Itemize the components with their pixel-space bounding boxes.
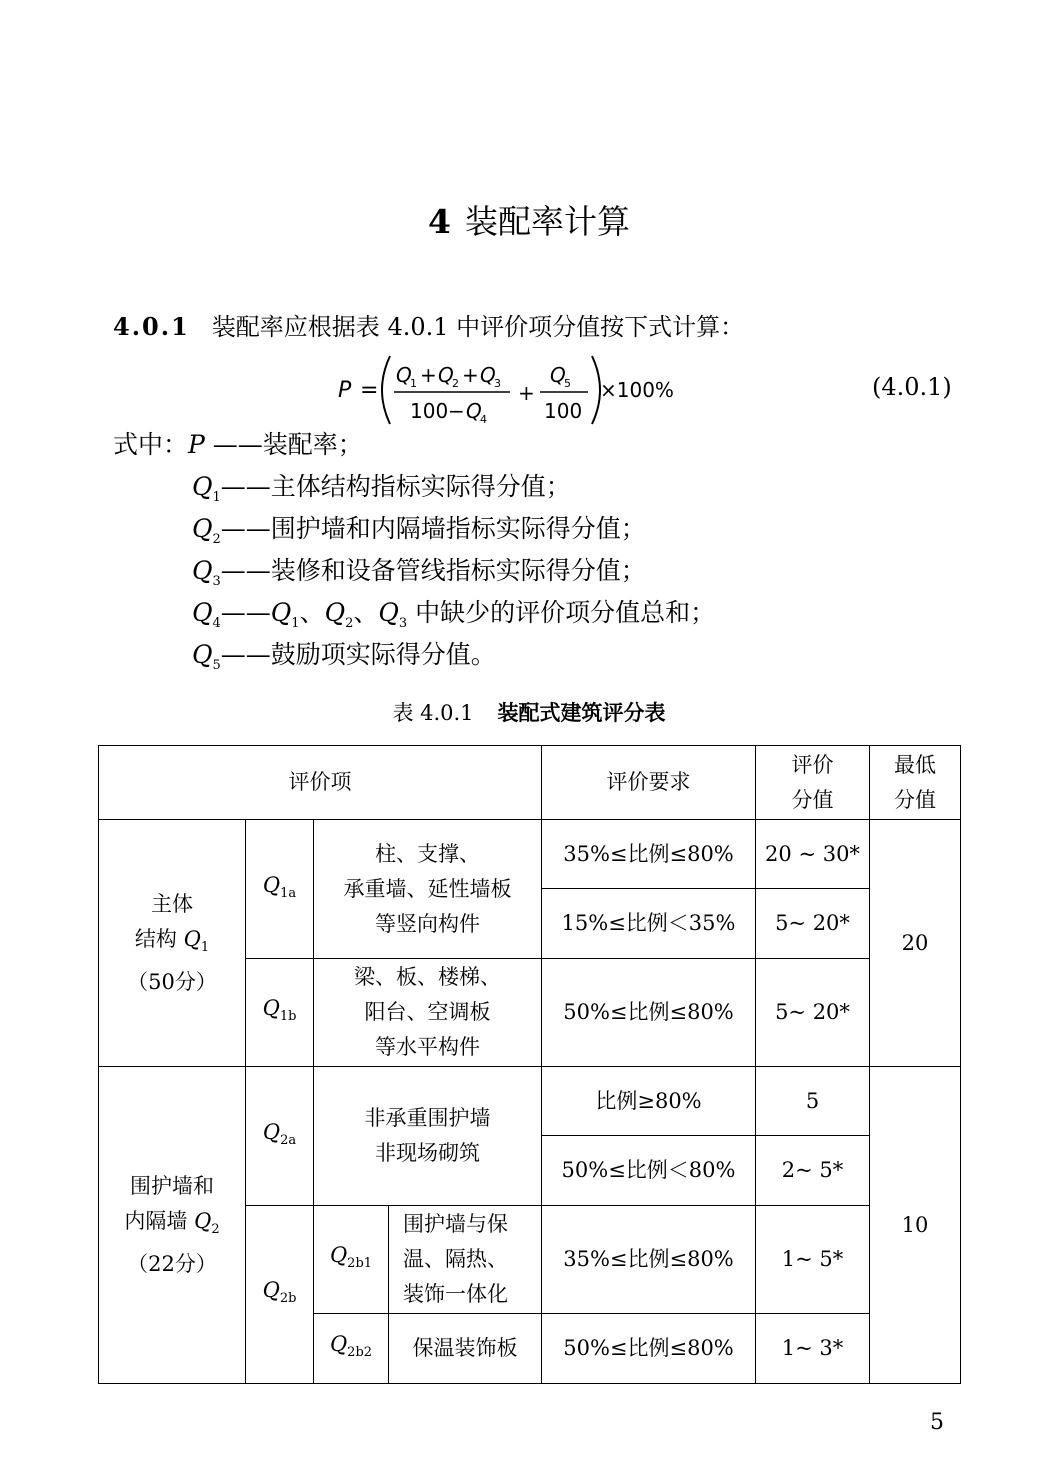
symbol-q4-c: Q [378,598,399,627]
q2b-symbol: Q [262,1278,280,1302]
q1a-symbol-sub: 1a [280,885,297,901]
definition-q1-text: ——主体结构指标实际得分值； [220,472,571,501]
q1b-desc-line2: 阳台、空调板 [364,1000,491,1024]
group2-min: 10 [870,1067,961,1384]
header-min-line1: 最低 [894,752,936,777]
q2a-req-1: 比例≥80% [542,1067,756,1136]
header-item: 评价项 [99,746,542,820]
table-caption-title: 装配式建筑评分表 [497,701,666,725]
q2b1-desc [389,1206,542,1314]
formula-n2: Q [438,363,454,387]
symbol-q2: Q [192,514,213,543]
definition-q4-dash: —— [220,598,271,627]
q2b2-code [314,1314,389,1384]
clause-number: 4.0.1 [113,312,190,341]
symbol-q4-a-sub: 1 [291,616,300,631]
formula-plus-1: + [420,363,437,387]
symbol-q1-sub: 1 [212,490,221,505]
chapter-number: 4 [428,202,451,241]
header-score-line1: 评价 [791,752,834,777]
q2a-score-1: 5 [756,1067,870,1136]
q1a-code [246,820,314,959]
table-row [99,1067,961,1136]
table-caption-number: 表 4.0.1 [392,701,474,725]
q1b-score: 5~ 20* [756,959,870,1067]
definition-q5 [192,638,496,683]
formula-n2-sub: 2 [452,377,459,390]
q1a-desc-line3: 等竖向构件 [375,911,480,936]
symbol-q4: Q [192,598,213,627]
table-row [99,820,961,889]
q1b-desc-line1: 梁、板、楼梯、 [354,965,501,989]
formula-tail: ×100% [600,378,674,402]
symbol-q2-sub: 2 [212,532,221,547]
chapter-title: 装配率计算 [464,202,630,241]
formula-q5-sub: 5 [564,377,571,390]
definition-q4-text: 中缺少的评价项分值总和； [415,598,716,627]
formula-right-paren [592,356,600,424]
group1-name [99,820,246,1067]
definition-p [113,428,363,462]
definition-q5-text: ——鼓励项实际得分值。 [220,640,496,669]
table-caption [0,698,1058,728]
q1b-symbol-sub: 1b [279,1009,297,1024]
definition-q3-text: ——装修和设备管线指标实际得分值； [220,556,646,585]
formula-n3: Q [480,363,496,387]
q1a-symbol: Q [262,872,281,897]
formula-plus-3: + [518,381,535,405]
header-min [870,746,961,820]
q2b2-desc: 保温装饰板 [389,1314,542,1384]
formula-d2: Q [466,399,482,423]
q2b-code [246,1206,314,1384]
header-min-line2: 分值 [894,787,936,812]
clause-4-0-1 [113,310,744,344]
q2b1-desc-line1: 围护墙与保 [403,1212,508,1236]
q2b1-desc-line2: 温、隔热、 [403,1247,508,1271]
q1b-symbol: Q [262,996,280,1020]
q2a-symbol: Q [262,1119,281,1144]
symbol-p: P [188,430,205,459]
definition-q4-sep2: 、 [353,598,379,627]
definition-q4 [192,596,715,641]
formula-n1-sub: 1 [410,377,417,390]
q1a-desc-line1: 柱、支撑、 [375,841,480,866]
header-score-line2: 分值 [791,787,834,812]
q2b1-symbol: Q [329,1243,348,1267]
definition-intro: 式中： [113,430,189,459]
q2a-symbol-sub: 2a [280,1132,297,1148]
q1a-req-2: 15%≤比例＜35% [542,889,756,959]
formula-n3-sub: 3 [494,377,501,390]
q2b2-symbol: Q [329,1332,348,1356]
q1b-req: 50%≤比例≤80% [542,959,756,1067]
symbol-q4-b: Q [324,598,346,627]
group1-min: 20 [870,820,961,1067]
q1b-desc [314,959,542,1067]
definition-q3 [192,554,646,599]
group1-name-line1: 主体 [151,891,193,916]
definition-p-text: ——装配率； [212,430,363,459]
q2b2-req: 50%≤比例≤80% [542,1314,756,1384]
q2b2-score: 1~ 3* [756,1314,870,1384]
symbol-q5: Q [192,640,213,669]
symbol-q5-sub: 5 [212,658,221,673]
formula-p: P [338,378,352,403]
q1a-desc [314,820,542,959]
group1-symbol-sub: 1 [200,939,210,955]
symbol-q4-b-sub: 2 [345,616,354,631]
q1a-score-1: 20 ~ 30* [756,820,870,889]
group1-symbol: Q [183,926,201,951]
group2-symbol: Q [194,1208,212,1233]
group2-points: （22分） [127,1251,217,1276]
q2a-desc [314,1067,542,1206]
definition-q1 [192,470,571,515]
formula-q5: Q [550,363,566,387]
table-header-row [99,746,961,820]
q2b1-req: 35%≤比例≤80% [542,1206,756,1314]
q1b-code [246,959,314,1067]
q2a-desc-line1: 非承重围护墙 [364,1106,491,1130]
symbol-q4-a: Q [270,598,292,627]
q1a-score-2: 5~ 20* [756,889,870,959]
group2-name-line2: 内隔墙 [124,1208,188,1233]
chapter-heading [0,198,1058,246]
group2-symbol-sub: 2 [211,1221,220,1237]
header-score [756,746,870,820]
group1-name-line2: 结构 [134,926,177,951]
q2b1-score: 1~ 5* [756,1206,870,1314]
scoring-table [98,745,961,1384]
assembly-rate-formula [338,350,698,430]
q1b-desc-line3: 等水平构件 [375,1035,480,1059]
clause-text: 装配率应根据表 4.0.1 中评价项分值按下式计算： [211,313,745,341]
formula-d2-sub: 4 [480,413,487,426]
q1a-req-1: 35%≤比例≤80% [542,820,756,889]
symbol-q4-sub: 4 [212,616,221,631]
symbol-q1: Q [192,472,213,501]
formula-d3: 100 [544,399,583,423]
q2a-score-2: 2~ 5* [756,1136,870,1206]
q2b1-symbol-sub: 2b1 [347,1256,373,1271]
q2a-desc-line2: 非现场砌筑 [375,1141,480,1165]
formula-minus: − [448,399,465,423]
formula-plus-2: + [462,363,479,387]
q2b1-code [314,1206,389,1314]
group2-name [99,1067,246,1384]
q2a-code [246,1067,314,1206]
formula-number: (4.0.1) [872,373,952,401]
q2b-symbol-sub: 2b [279,1291,297,1306]
definition-q4-sep1: 、 [299,598,325,627]
header-requirement: 评价要求 [542,746,756,820]
symbol-q4-c-sub: 3 [398,616,408,631]
group1-points: （50分） [127,969,217,994]
formula-n1: Q [396,363,412,387]
formula-d1: 100 [410,399,449,423]
page-number: 5 [930,1410,944,1435]
q2b2-symbol-sub: 2b2 [347,1345,373,1360]
definition-q2-text: ——围护墙和内隔墙指标实际得分值； [220,514,646,543]
q1a-desc-line2: 承重墙、延性墙板 [343,876,512,901]
definition-q2 [192,512,646,557]
symbol-q3: Q [192,556,213,585]
q2a-req-2: 50%≤比例＜80% [542,1136,756,1206]
formula-left-paren [382,356,390,424]
formula-equals: = [360,378,379,403]
symbol-q3-sub: 3 [212,574,221,589]
q2b1-desc-line3: 装饰一体化 [403,1282,508,1306]
group2-name-line1: 围护墙和 [130,1173,214,1198]
